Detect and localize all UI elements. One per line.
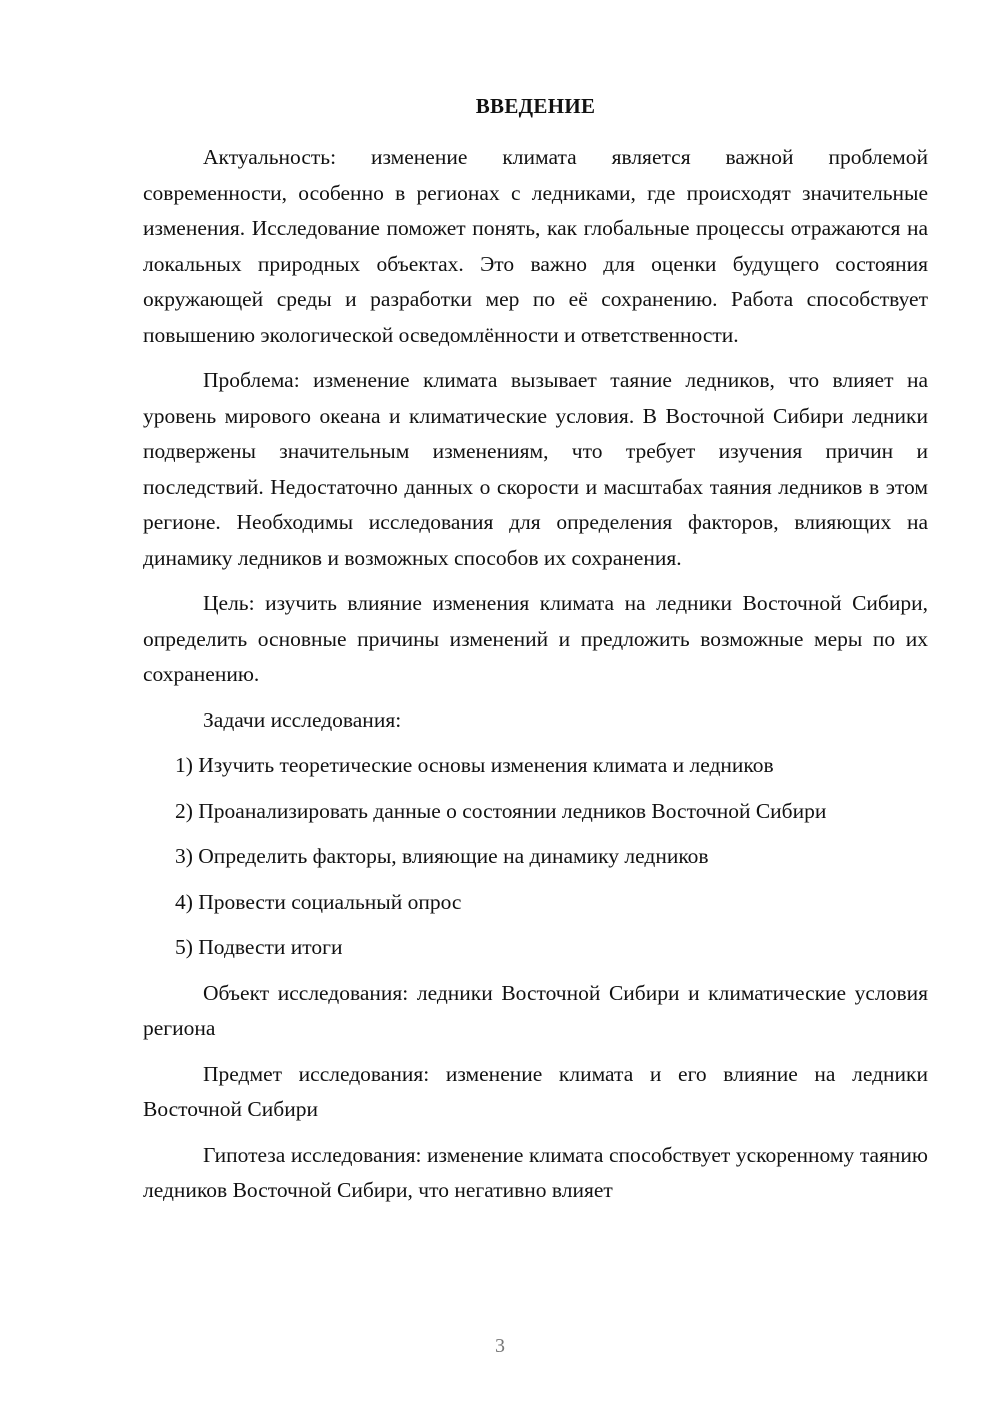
paragraph-object: Объект исследования: ледники Восточной Сибири и климатические условия региона <box>143 980 928 1040</box>
task-item-5: 5) Подвести итоги <box>175 935 343 959</box>
paragraph-problem: Проблема: изменение климата вызывает таяние ледников, что влияет на уровень мирового океана и климатические условия. В Восточной Сибири ледники подвержены значительным изменениям, что требует изучения причин и последствий. Недостаточно данных о скорости и масштабах таяния ледников в этом регионе. Необходимы исследования для определения факторов, влияющих на динамику ледников и возможных способов их сохранения. <box>143 368 928 570</box>
task-item-3: 3) Определить факторы, влияющие на динамику ледников <box>175 844 709 868</box>
task-item-1: 1) Изучить теоретические основы изменения климата и ледников <box>175 753 774 777</box>
document-page <box>143 94 928 1219</box>
section-heading: ВВЕДЕНИЕ <box>475 94 596 118</box>
task-item-2: 2) Проанализировать данные о состоянии ледников Восточной Сибири <box>175 798 827 823</box>
paragraph-subject: Предмет исследования: изменение климата и его влияние на ледники Восточной Сибири <box>143 1061 928 1121</box>
paragraph-relevance: Актуальность: изменение климата является важной проблемой современности, особенно в регионах с ледниками, где происходят значительные изменения. Исследование поможет понять, как глобальные процессы отражаются на локальных природных объектах. Это важно для оценки будущего состояния окружающей среды и разработки мер по её сохранению. Работа способствует повышению экологической осведомлённости и ответственности. <box>143 145 928 347</box>
paragraph-tasks-heading: Задачи исследования: <box>203 707 402 732</box>
paragraph-goal: Цель: изучить влияние изменения климата на ледники Восточной Сибири, определить основные причины изменений и предложить возможные меры по их сохранению. <box>143 591 928 686</box>
paragraph-hypothesis: Гипотеза исследования: изменение климата способствует ускоренному таянию ледников Восточной Сибири, что негативно влияет <box>143 1142 928 1202</box>
task-item-4: 4) Провести социальный опрос <box>175 889 462 914</box>
page-number: 3 <box>495 1335 505 1357</box>
